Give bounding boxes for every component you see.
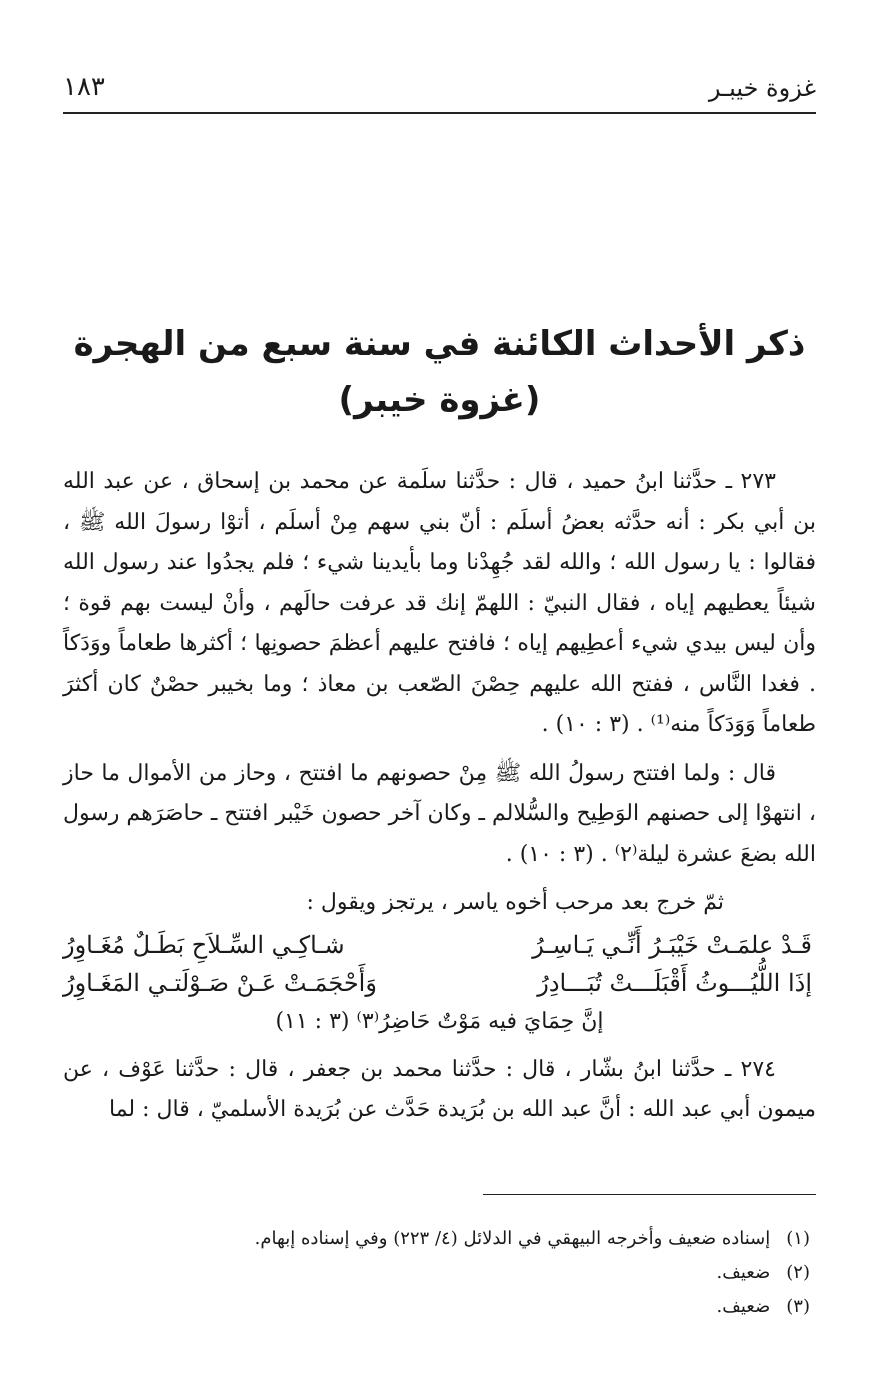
chapter-title-line2: (غزوة خيبر): [338, 380, 541, 420]
poem-first-hemistich: إذَا اللُّيُـــوثُ أَقْبَلَـــتْ تُبَـــادِرُ: [537, 968, 812, 997]
running-head: غزوة خيبـر: [708, 74, 816, 102]
poem-first-hemistich: قَـدْ علمَـتْ خَيْبَـرُ أَنِّـي يَـاسِـرُ: [532, 930, 812, 959]
footnote-number: (٣): [786, 1296, 810, 1317]
chapter-title-line1: ذكر الأحداث الكائنة في سنة سبع من الهجرة: [73, 324, 806, 364]
chapter-title: [60, 316, 819, 428]
poem-second-hemistich: وَأَحْجَمَـتْ عَـنْ صَـوْلَتـي المَغَـاوِرُ: [63, 968, 377, 997]
footnote-rule: [483, 1194, 816, 1195]
poem: [63, 883, 816, 1042]
body-text: [63, 462, 816, 1139]
footnote-text: ضعيف.: [716, 1262, 771, 1283]
footnote-text: ضعيف.: [716, 1296, 771, 1317]
poem-second-hemistich: شـاكِـي السِّـلاَحِ بَطَـلٌ مُغَـاوِرُ: [63, 930, 345, 959]
poem-intro: ثمّ خرج بعد مرحب أخوه ياسر ، يرتجز ويقول :: [306, 890, 724, 915]
footnotes: [63, 1222, 816, 1324]
paragraph-273: ٢٧٣ ـ حدَّثنا ابنُ حميد ، قال : حدَّثنا سلَمة عن محمد بن إسحاق ، عن عبد الله بن أبي بكر : أنه حدَّثه بعضُ أسلَم : أنّ بني سهم مِنْ أسلَم ، أتوْا رسولَ الله ﷺ ، فقالوا : يا رسول الله ؛ والله لقد جُهِدْنا وما بأيدينا شيء ؛ فلم يجدُوا عند رسول الله شيئاً يعطيهم إياه ، فقال النبيّ : اللهمّ إنك قد عرفت حالَهم ، وأنْ ليست بهم قوة ؛ وأن ليس بيدي شيء أعطِيهم إياه ؛ فافتح عليهم أعظمَ حصونِها ؛ أكثرها طعاماً ووَدَكاً . فغدا النَّاس ، ففتح الله عليهم حِصْنَ الصّعب بن معاذ ؛ وما بخيبر حصْنٌ كان أكثرَ طعاماً وَوَدَكاً منه⁽¹⁾ . (٣ : ١٠) .: [63, 469, 816, 737]
footnote-number: (١): [786, 1228, 810, 1249]
poem-line: [63, 964, 816, 1002]
page-number: ١٨٣: [63, 72, 105, 102]
footnote: [63, 1256, 816, 1290]
poem-line: [63, 926, 816, 964]
poem-last-line: إنَّ حِمَايَ فيه مَوْتٌ حَاضِرُ⁽٣⁾ (٣ : ١١): [275, 1008, 604, 1034]
footnote-text: إسناده ضعيف وأخرجه البيهقي في الدلائل (٤/ ٢٢٣) وفي إسناده إبهام.: [254, 1228, 771, 1249]
footnote-number: (٢): [786, 1262, 810, 1283]
paragraph-274: ٢٧٤ ـ حدَّثنا ابنُ بشّار ، قال : حدَّثنا محمد بن جعفر ، قال : حدَّثنا عَوْف ، عن ميمون أبي عبد الله : أنَّ عبد الله بن بُرَيدة حَدَّث عن بُرَيدة الأسلميّ ، قال : لما: [63, 1056, 816, 1122]
paragraph-siege: قال : ولما افتتح رسولُ الله ﷺ مِنْ حصونهم ما افتتح ، وحاز من الأموال ما حاز ، انتهوْا إلى حصنهم الوَطِيح والسُّلالم ـ وكان آخر حصون خَيْبر افتتح ـ حاصَرَهم رسول الله بضعَ عشرة ليلة⁽٢⁾ . (٣ : ١٠) .: [63, 760, 816, 867]
footnote: [63, 1290, 816, 1324]
header-rule: [63, 112, 816, 114]
page-header: [63, 68, 816, 108]
footnote: [63, 1222, 816, 1256]
